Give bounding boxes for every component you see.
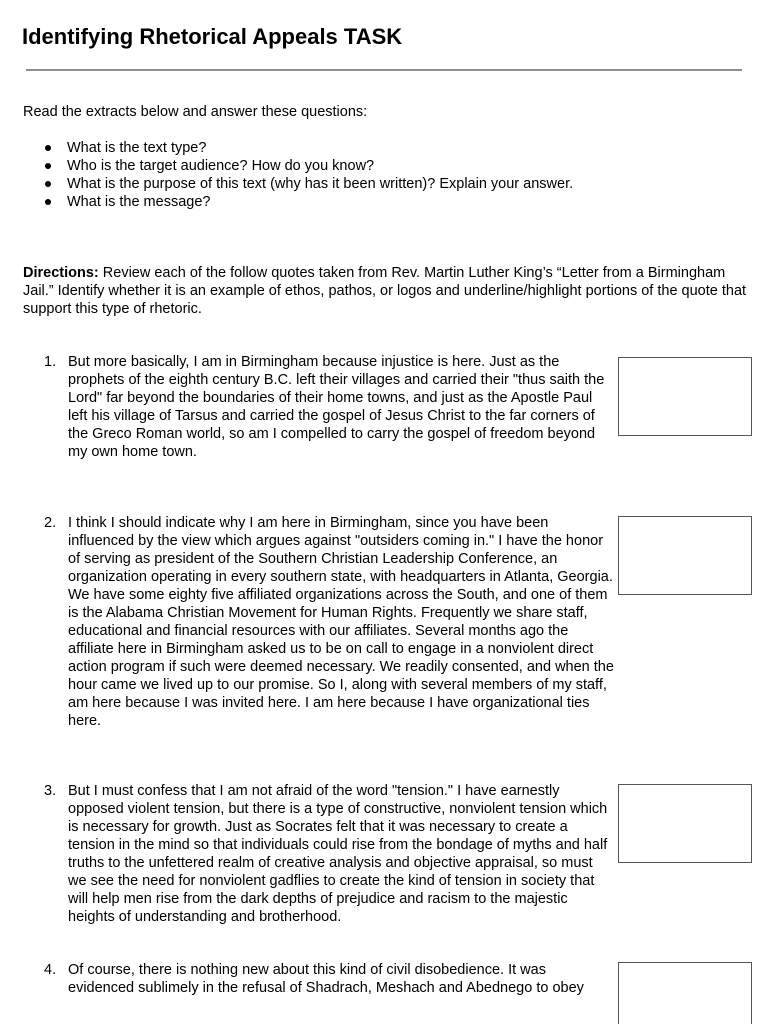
question-item — [44, 157, 573, 175]
directions-paragraph — [23, 264, 753, 318]
quote-number: 1. — [44, 354, 57, 370]
answer-box-2[interactable] — [618, 516, 752, 595]
quote-text: But I must confess that I am not afraid of the word "tension." I have earnestly opposed violent tension, but there is a type of constructive, nonviolent tension which is necessary for growth. Just as Socrates felt that it was necessary to create a tension in the mind so that individuals could rise from the bondage of myths and half truths to the unfettered realm of creative analysis and objective appraisal, so must we see the need for nonviolent gadflies to create the kind of tension in society that will help men rise from the dark depths of prejudice and racism to the majestic heights of understanding and brotherhood. — [68, 783, 608, 925]
quote-text: But more basically, I am in Birmingham because injustice is here. Just as the prophets of the eighth century B.C. left their villages and carried their "thus saith the Lord" far beyond the boundaries of their home towns, and just as the Apostle Paul left his village of Tarsus and carried the gospel of Jesus Christ to the far corners of the Greco Roman world, so am I compelled to carry the gospel of freedom beyond my own home town. — [68, 354, 605, 460]
horizontal-divider — [26, 69, 742, 71]
answer-box-4[interactable] — [618, 962, 752, 1024]
quote-item-2 — [44, 514, 614, 730]
quote-item-3 — [44, 782, 614, 926]
intro-text: Read the extracts below and answer these questions: — [23, 104, 368, 120]
question-text: What is the text type? — [67, 140, 207, 156]
question-text: Who is the target audience? How do you know? — [67, 158, 375, 174]
quote-text: I think I should indicate why I am here in Birmingham, since you have been influenced by the view which argues against "outsiders coming in." I have the honor of serving as president of the Southern Christian Leadership Conference, an organization operating in every southern state, with headquarters in Atlanta, Georgia. We have some eighty five affiliated organizations across the South, and one of them is the Alabama Christian Movement for Human Rights. Frequently we share staff, educational and financial resources with our affiliates. Several months ago the affiliate here in Birmingham asked us to be on call to engage in a nonviolent direct action program if such were deemed necessary. We readily consented, and when the hour came we lived up to our promise. So I, along with several members of my staff, am here because I was invited here. I am here because I have organizational ties here. — [68, 515, 614, 729]
question-item — [44, 175, 573, 193]
bullet-icon — [45, 145, 51, 151]
bullet-icon — [45, 163, 51, 169]
quote-text: Of course, there is nothing new about this kind of civil disobedience. It was evidenced sublimely in the refusal of Shadrach, Meshach and Abednego to obey — [68, 962, 584, 996]
question-text: What is the purpose of this text (why has it been written)? Explain your answer. — [67, 176, 574, 192]
bullet-icon — [45, 181, 51, 187]
question-text: What is the message? — [67, 194, 211, 210]
page-title: Identifying Rhetorical Appeals TASK — [22, 24, 403, 49]
quote-item-1 — [44, 353, 614, 461]
quote-item-4 — [44, 961, 614, 997]
answer-box-3[interactable] — [618, 784, 752, 863]
question-item — [44, 193, 573, 211]
answer-box-1[interactable] — [618, 357, 752, 436]
directions-text: Review each of the follow quotes taken from Rev. Martin Luther King’s “Letter from a Birmingham Jail.” Identify whether it is an example of ethos, pathos, or logos and underline/highlight portions of the quote that support this type of rhetoric. — [23, 265, 747, 317]
question-item — [44, 139, 573, 157]
directions-label: Directions: — [23, 265, 99, 281]
question-list — [44, 139, 573, 211]
quote-number: 2. — [44, 515, 57, 531]
quote-number: 3. — [44, 783, 57, 799]
quote-number: 4. — [44, 962, 57, 978]
bullet-icon — [45, 199, 51, 205]
